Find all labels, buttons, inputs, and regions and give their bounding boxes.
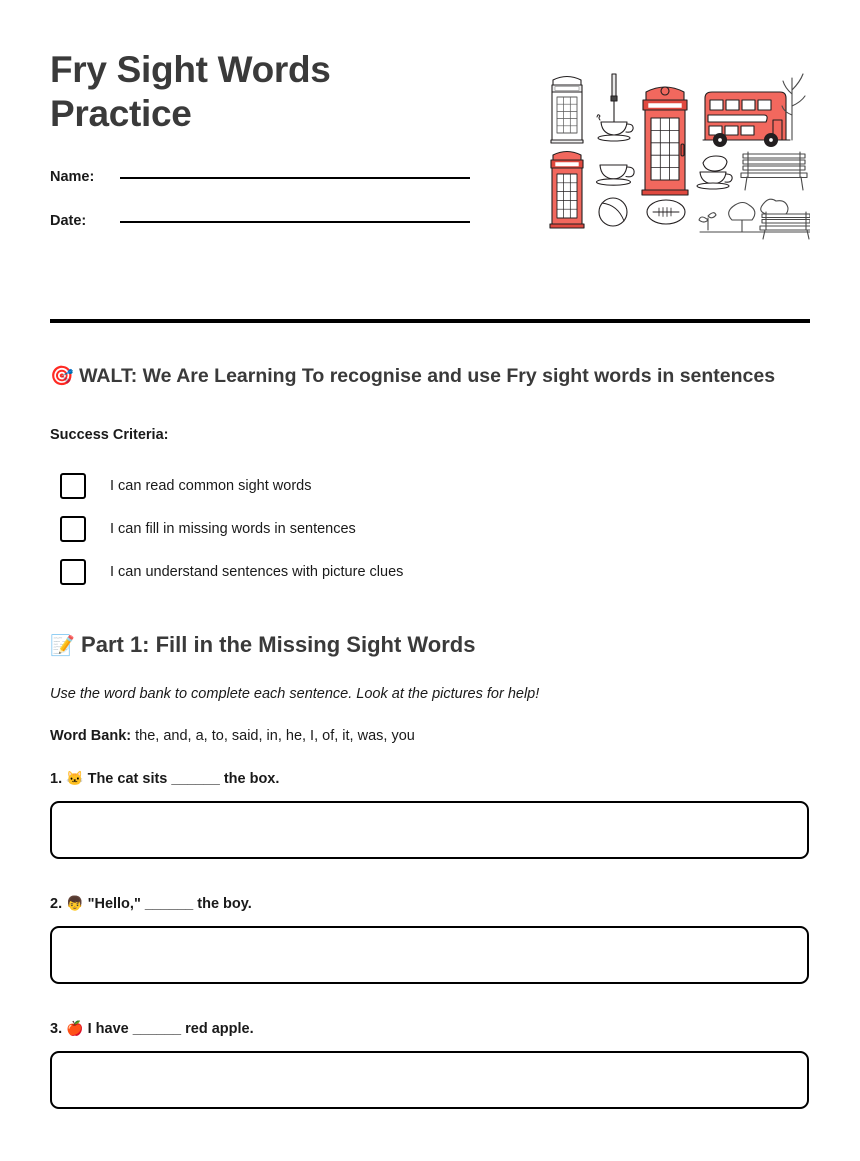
- success-criteria-item[interactable]: [50, 516, 810, 542]
- question-text-2: [50, 895, 810, 912]
- memo-icon: 📝: [50, 635, 75, 658]
- part1-heading: [50, 631, 810, 660]
- red-telephone-box-large-icon: [642, 87, 688, 195]
- word-bank-words: the, and, a, to, said, in, he, I, of, it, was, you: [135, 727, 415, 744]
- word-bank-label: Word Bank:: [50, 727, 132, 744]
- worksheet-header: [50, 0, 810, 257]
- success-criteria-label: I can understand sentences with picture clues: [110, 563, 404, 580]
- answer-box-3[interactable]: [50, 1051, 809, 1109]
- stacked-teacups-icon: [697, 156, 732, 189]
- white-telephone-box-icon: [551, 77, 583, 144]
- ball-icon: [599, 198, 627, 226]
- cat-face-icon: 🐱: [66, 769, 84, 786]
- header-left-column: [50, 48, 470, 257]
- success-criteria-item[interactable]: [50, 559, 810, 585]
- name-field-row: [50, 169, 470, 185]
- date-field-label: Date:: [50, 213, 87, 230]
- part1-instructions: Use the word bank to complete each sentence. Look at the pictures for help!: [50, 685, 540, 702]
- question-block-3: [50, 1020, 810, 1109]
- lamp-post-icon: [611, 74, 617, 122]
- question-number-2: 2.: [50, 895, 63, 912]
- date-input-line[interactable]: [120, 221, 470, 223]
- boy-face-icon: 👦: [66, 894, 84, 911]
- question-sentence-1: The cat sits ______ the box.: [87, 770, 280, 787]
- question-sentence-3: I have ______ red apple.: [87, 1020, 254, 1037]
- walt-text: WALT: We Are Learning To recognise and use Fry sight words in sentences: [79, 365, 776, 388]
- date-field-row: [50, 213, 470, 229]
- british-themed-illustration: [540, 60, 810, 240]
- park-bench-with-bush-icon: [700, 199, 810, 239]
- question-text-1: [50, 770, 810, 787]
- double-decker-bus-icon: [703, 92, 790, 147]
- success-criteria-list: [50, 473, 810, 585]
- checkbox-fill-missing-words[interactable]: [60, 516, 86, 542]
- teacup-icon: [597, 165, 635, 185]
- question-block-2: [50, 895, 810, 984]
- question-sentence-2: "Hello," ______ the boy.: [87, 895, 252, 912]
- question-number-3: 3.: [50, 1020, 63, 1037]
- question-text-3: [50, 1020, 810, 1037]
- success-criteria-title: Success Criteria:: [50, 427, 169, 444]
- sprout-icon: [699, 213, 716, 230]
- section-divider: [50, 319, 810, 323]
- rugby-ball-icon: [647, 200, 685, 224]
- walt-statement: [50, 361, 810, 393]
- checkbox-understand-picture-clues[interactable]: [60, 559, 86, 585]
- success-criteria-item[interactable]: [50, 473, 810, 499]
- round-tree-icon: [729, 203, 755, 233]
- part1-heading-text: Part 1: Fill in the Missing Sight Words: [81, 632, 476, 658]
- teacup-with-steam-icon: [597, 115, 633, 141]
- name-field-label: Name:: [50, 169, 95, 186]
- question-number-1: 1.: [50, 770, 63, 787]
- checkbox-read-sight-words[interactable]: [60, 473, 86, 499]
- park-bench-icon: [741, 152, 807, 190]
- success-criteria-label: I can fill in missing words in sentences: [110, 520, 356, 537]
- red-telephone-box-small-icon: [550, 152, 584, 229]
- red-apple-icon: 🍎: [66, 1019, 84, 1036]
- page-title: Fry Sight Words Practice: [50, 49, 331, 134]
- dart-icon: 🎯: [50, 366, 74, 388]
- name-input-line[interactable]: [120, 177, 470, 179]
- answer-box-1[interactable]: [50, 801, 809, 859]
- success-criteria-label: I can read common sight words: [110, 477, 312, 494]
- answer-box-2[interactable]: [50, 926, 809, 984]
- word-bank: [50, 728, 810, 744]
- question-block-1: [50, 770, 810, 859]
